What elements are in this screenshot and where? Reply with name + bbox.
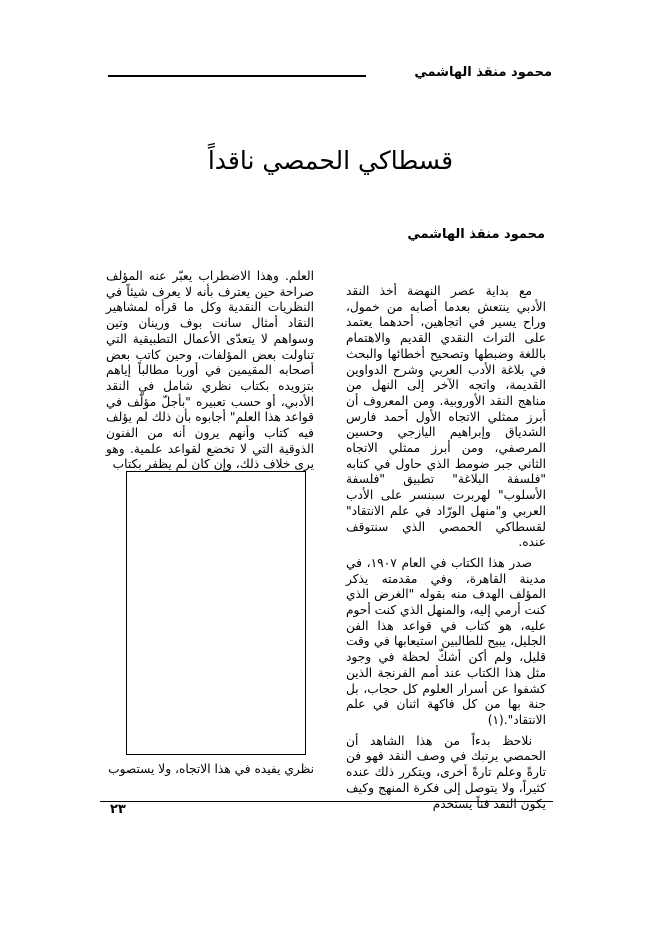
left-column xyxy=(106,269,314,473)
right-column xyxy=(346,284,546,812)
header-rule xyxy=(108,75,366,77)
running-header xyxy=(108,64,552,84)
left-column-continuation: نظري يفيده في هذا الاتجاه، ولا يستصوب xyxy=(108,762,314,776)
article-title: قسطاكي الحمصي ناقداً xyxy=(207,146,454,175)
paragraph: صدر هذا الكتاب في العام ١٩٠٧، في مدينة القاهرة، وفي مقدمته يذكر المؤلف الهدف منه بقوله "الغرض الذي كنت أرمي إليه، والمنهل الذي كنت أحوم عليه، هو كتاب في قواعد هذا الفن الجليل، يبيح للطالبين استيعابها في وقت قليل، ولم أكن أشكّ لحظة في وجود مثل هذا الكتاب عند أمم الفرنجة الذين كشفوا عن أسرار العلوم كل حجاب، بل جنة بها من كل فاكهة اثنان في علم الانتقاد".(١) xyxy=(346,555,546,727)
paragraph: العلم. وهذا الاضطراب يعبّر عنه المؤلف صراحة حين يعترف بأنه لا يعرف شيئاً في النظريات النقدية وكل ما قرأه لمشاهير النقاد أمثال سانت بوف ورينان وتين وسواهم لا يتعدّى الأعمال التطبيقية التي تناولت بعض المؤلفات، وحين كاتب بعض أصحابه المقيمين في أوربا مطالباً إياهم بتزويده بكتاب نظري شامل في النقد الأدبي، أو حسب تعبيره "بأجلّ مؤلّف في قواعد هذا العلم" أجابوه بأن ذلك لم يؤلف فيه كتاب وأنهم يرون أنه من الفنون الذوقية التي لا تخضع لقواعد علمية. وهو يرى خلاف ذلك، وإن كان لم يظفر بكتاب xyxy=(106,269,314,472)
page-number: ٢٣ xyxy=(110,802,126,817)
header-author: محمود منقذ الهاشمي xyxy=(414,65,552,80)
paragraph: نلاحظ بدءاً من هذا الشاهد أن الحمصي يرتبك في وصف النقد فهو فن تارةً وعلم تارةً أخرى، ويتكرر ذلك عنده كثيراً، ولا يتوصل إلى فكرة المنهج وكيف يكون النقد فناً يستخدم xyxy=(346,733,546,811)
article-author: محمود منقذ الهاشمي xyxy=(407,227,545,242)
figure-placeholder xyxy=(126,471,306,755)
paragraph: مع بداية عصر النهضة أخذ النقد الأدبي ينتعش بعدما أصابه من خمول، وراح يسير في اتجاهين، أحدهما يعتمد على التراث النقدي القديم والاهتمام باللغة وضبطها وتصحيح أخطائها والبحث في بلاغة الأدب العربي وشرح الدواوين القديمة، واتجه الآخر إلى النهل من مناهج النقد الأوروبية. ومن المعروف أن أبرز ممثلي الاتجاه الأول أحمد فارس الشدياق وإبراهيم اليازجي وحسين المرصفي، ومن أبرز ممثلي الاتجاه الثاني جبر ضومط الذي حاول في كتابه "فلسفة البلاغة" تطبيق "فلسفة الأسلوب" لهربرت سبنسر على الأدب العربي و"منهل الورّاد في علم الانتقاد" لقسطاكي الحمصي الذي سنتوقف عنده. xyxy=(346,284,546,550)
footer-rule xyxy=(100,801,553,802)
